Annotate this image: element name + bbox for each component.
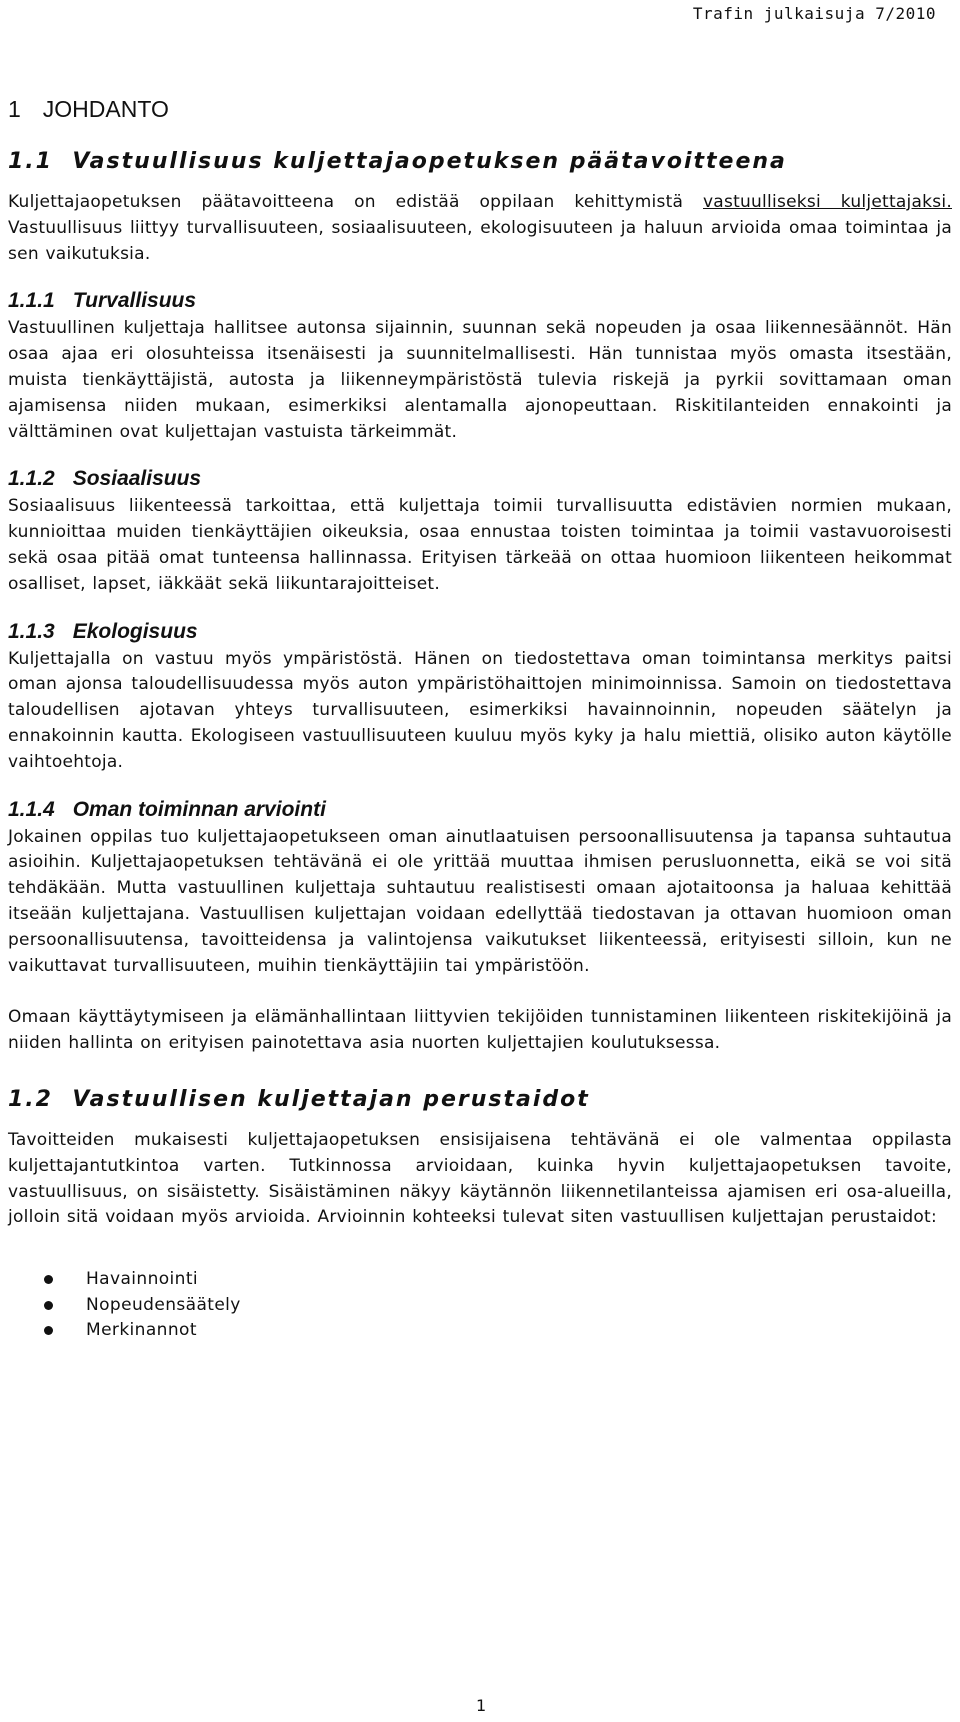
paragraph-ekologisuus: Kuljettajalla on vastuu myös ympäristöstä. Hänen on tiedostettava oman toimintansa merkitys paitsi oman ajonsa taloudellisuudessa myös auton ympäristöhaittojen minimoinnissa. Samoin on tiedostettava taloudellisen ajotavan yhteys turvallisuuteen, esimerkiksi havainnoinnin, nopeuden säätelyn ja ennakoinnin kautta. Ekologiseen vastuullisuuteen kuuluu myös kyky ja halu miettiä, olisiko auton käytölle vaihtoehtoja. <box>8 648 952 772</box>
subsection-number: 1.1.3 <box>8 619 55 643</box>
subsection-heading-turvallisuus <box>8 289 952 313</box>
bullet-icon <box>44 1301 53 1310</box>
list-item-label: Merkinannot <box>86 1320 197 1341</box>
paragraph-turvallisuus: Vastuullinen kuljettaja hallitsee autonsa sijainnin, suunnan sekä nopeuden ja osaa liikennesäännöt. Hän osaa ajaa eri olosuhteissa itsenäisesti ja suunnitelmallisesti. Hän tunnistaa myös omasta itsestään, muista tienkäyttäjistä, autosta ja liikenneympäristöstä tulevia riskejä ja pyrkii sovittamaan oman ajamisensa niiden mukaan, esimerkiksi alentamalla ajonopeuttaan. Riskitilanteiden ennakointi ja välttäminen ovat kuljettajan vastuista tärkeimmät. <box>8 318 952 442</box>
intro-text: Kuljettajaopetuksen päätavoitteena on edistää oppilaan kehittymistä <box>8 192 703 212</box>
section-number: 1.1 <box>8 149 53 174</box>
page-header: Trafin julkaisuja 7/2010 <box>692 4 936 23</box>
list-item <box>8 1318 952 1344</box>
intro-text-continued: Vastuullisuus liittyy turvallisuuteen, sosiaalisuuteen, ekologisuuteen ja haluun arvioida omaa toimintaa ja sen vaikutuksia. <box>8 217 952 264</box>
subsection-heading-oman-toiminnan-arviointi <box>8 798 952 822</box>
list-item <box>8 1267 952 1293</box>
page-number: 1 <box>476 1696 487 1715</box>
paragraph-perustaidot: Tavoitteiden mukaisesti kuljettajaopetuksen ensisijaisena tehtävänä ei ole valmentaa oppilasta kuljettajantutkintoa varten. Tutkinnossa arvioidaan, kuinka hyvin kuljettajaopetuksen tavoite, vastuullisuus, on sisäistetty. Sisäistäminen näkyy käytännön liikennetilanteissa ajamisen eri osa-alueilla, jolloin sitä voidaan myös arvioida. Arvioinnin kohteeksi tulevat siten vastuullisen kuljettajan perustaidot: <box>8 1129 952 1228</box>
section-title: Vastuullisen kuljettajan perustaidot <box>72 1086 590 1112</box>
paragraph-arviointi-2: Omaan käyttäytymiseen ja elämänhallintaan liittyvien tekijöiden tunnistaminen liikenteen riskitekijöinä ja niiden hallinta on erityisen painotettava asia nuorten kuljettajien koulutuksessa. <box>8 1007 952 1054</box>
subsection-number: 1.1.1 <box>8 289 55 313</box>
paragraph-sosiaalisuus: Sosiaalisuus liikenteessä tarkoittaa, että kuljettaja toimii turvallisuutta edistävien normien mukaan, kunnioittaa muiden tienkäyttäjien oikeuksia, osaa ennustaa toisten toimintaa ja toimii vastavuoroisesti sekä osaa pitää omat tunteensa hallinnassa. Erityisen tärkeää on ottaa huomioon liikenteen heikommat osalliset, lapset, iäkkäät sekä liikuntarajoitteiset. <box>8 496 952 594</box>
perustaidot-list <box>8 1267 952 1344</box>
section-intro-paragraph <box>8 190 952 267</box>
subsection-title: Turvallisuus <box>72 289 197 313</box>
subsection-title: Sosiaalisuus <box>72 467 202 491</box>
document-body <box>8 96 952 1344</box>
underlined-phrase: vastuulliseksi kuljettajaksi. <box>703 192 952 212</box>
list-item-label: Nopeudensäätely <box>86 1294 241 1315</box>
bullet-icon <box>44 1275 53 1284</box>
subsection-heading-ekologisuus <box>8 620 952 644</box>
section-heading-1-1 <box>8 149 952 174</box>
subsection-number: 1.1.2 <box>8 467 55 491</box>
subsection-heading-sosiaalisuus <box>8 467 952 491</box>
list-item <box>8 1293 952 1319</box>
bullet-icon <box>44 1326 53 1335</box>
list-item-label: Havainnointi <box>86 1269 199 1290</box>
subsection-number: 1.1.4 <box>8 797 55 821</box>
section-number: 1.2 <box>8 1086 53 1112</box>
chapter-title: JOHDANTO <box>42 96 169 122</box>
paragraph-arviointi-1: Jokainen oppilas tuo kuljettajaopetukseen oman ainutlaatuisen persoonallisuutensa ja tapansa suhtautua asioihin. Kuljettajaopetuksen tehtävänä ei ole yrittää muuttaa ihmisen perusluonnetta, eikä se voi sitä tehdäkään. Mutta vastuullinen kuljettaja suhtautuu realistisesti omaan ajotaitoonsa ja haluaa kehittää itseään kuljettajana. Vastuullisen kuljettajan voidaan edellyttää tiedostavan ja ottavan huomioon oman persoonallisuutensa, tavoitteidensa ja valintojensa vaikutukset liikenteessä, erityisesti silloin, kun ne vaikuttavat turvallisuuteen, muihin tienkäyttäjiin tai ympäristöön. <box>8 826 952 976</box>
chapter-number: 1 <box>8 96 21 122</box>
section-heading-1-2 <box>8 1087 952 1112</box>
subsection-title: Ekologisuus <box>72 619 198 643</box>
section-title: Vastuullisuus kuljettajaopetuksen päätavoitteena <box>72 149 787 174</box>
chapter-heading <box>8 96 952 123</box>
subsection-title: Oman toiminnan arviointi <box>72 797 326 821</box>
